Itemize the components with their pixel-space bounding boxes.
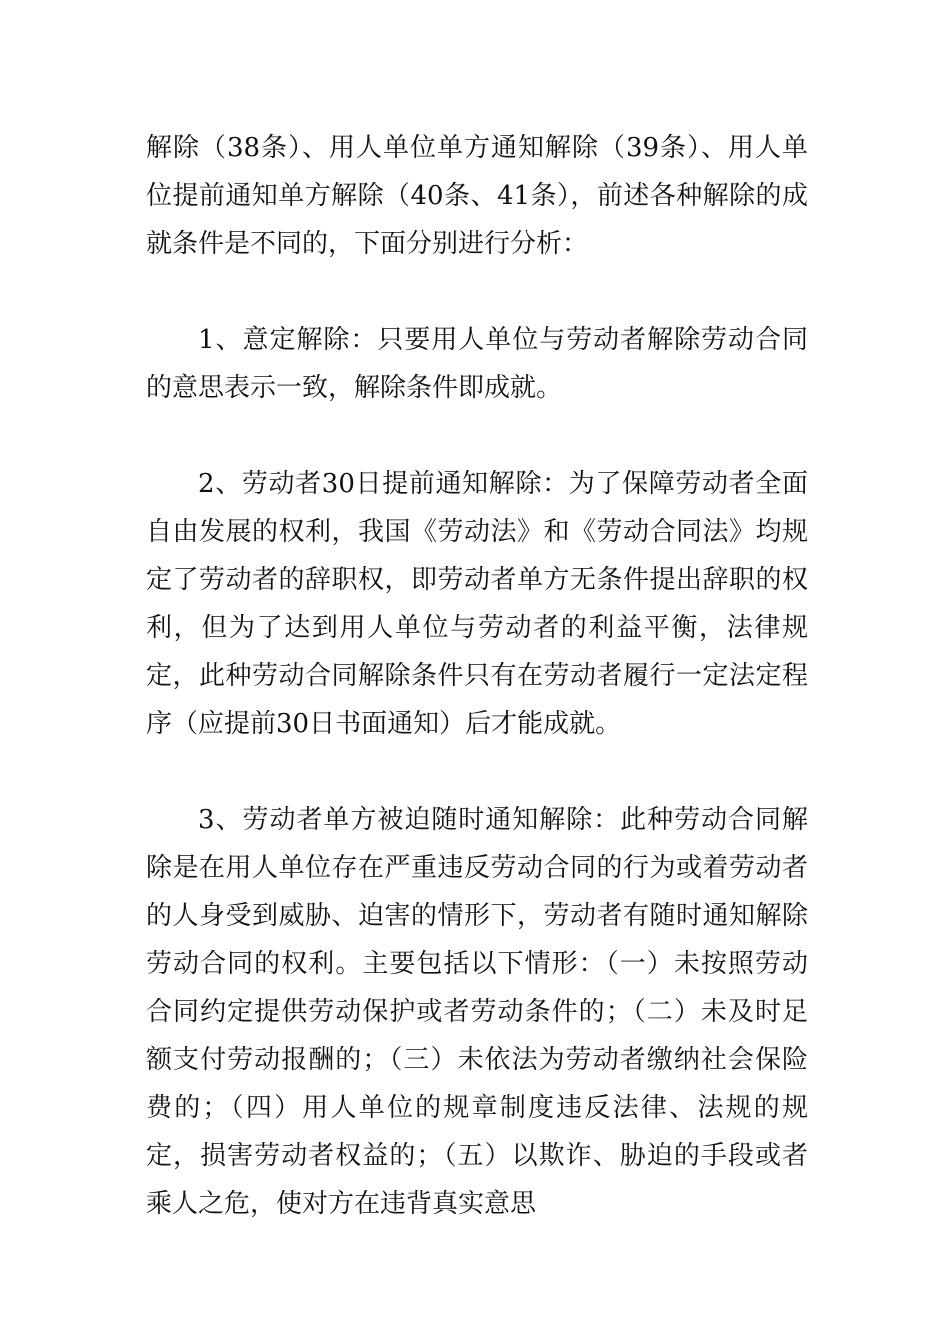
paragraph-gap — [146, 268, 808, 316]
paragraph-item-3: 3、劳动者单方被迫随时通知解除：此种劳动合同解除是在用人单位存在严重违反劳动合同的行为或着劳动者的人身受到威胁、迫害的情形下，劳动者有随时通知解除劳动合同的权利。主要包括以下情形：（一）未按照劳动合同约定提供劳动保护或者劳动条件的；（二）未及时足额支付劳动报酬的；（三）未依法为劳动者缴纳社会保险费的；（四）用人单位的规章制度违反法律、法规的规定，损害劳动者权益的；（五）以欺诈、胁迫的手段或者乘人之危，使对方在违背真实意思 — [146, 805, 808, 1219]
paragraph-item-2: 2、劳动者30日提前通知解除：为了保障劳动者全面自由发展的权利，我国《劳动法》和《劳动合同法》均规定了劳动者的辞职权，即劳动者单方无条件提出辞职的权利，但为了达到用人单位与劳动者的利益平衡，法律规定，此种劳动合同解除条件只有在劳动者履行一定法定程序（应提前30日书面通知）后才能成就。 — [146, 469, 808, 739]
document-body — [146, 124, 808, 1228]
paragraph-intro: 解除（38条）、用人单位单方通知解除（39条）、用人单位提前通知单方解除（40条、41条），前述各种解除的成就条件是不同的，下面分别进行分析： — [146, 133, 808, 259]
paragraph-gap — [146, 748, 808, 796]
paragraph-item-1: 1、意定解除：只要用人单位与劳动者解除劳动合同的意思表示一致，解除条件即成就。 — [146, 325, 808, 403]
paragraph-gap — [146, 412, 808, 460]
